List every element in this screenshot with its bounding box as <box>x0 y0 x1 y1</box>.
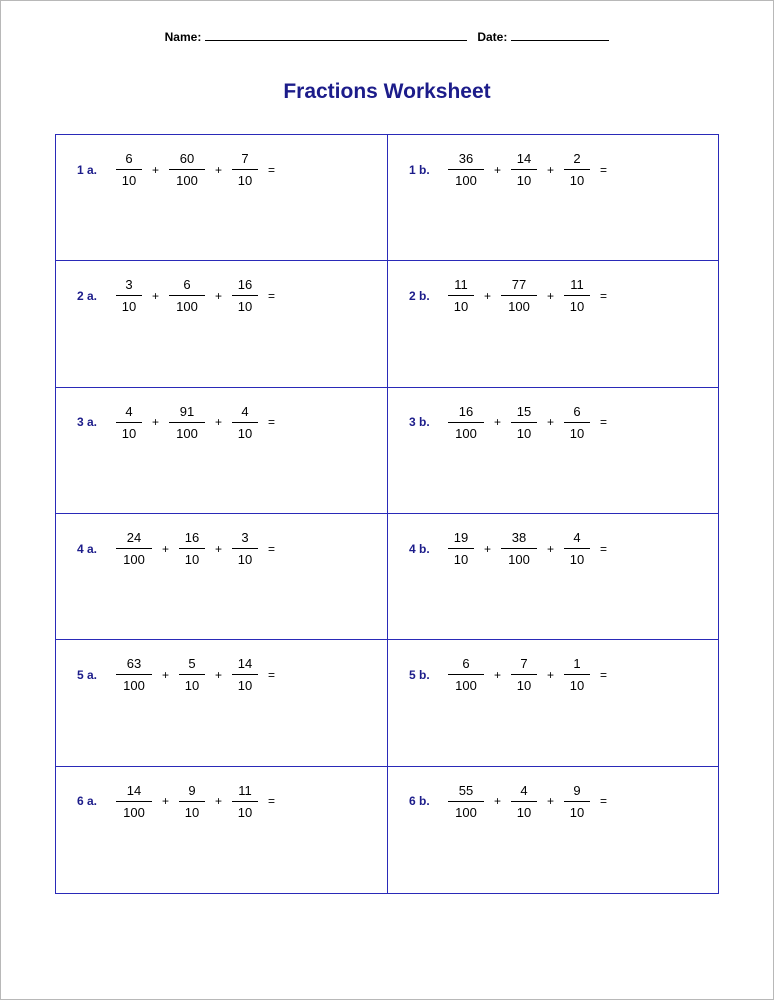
numerator: 24 <box>126 530 142 545</box>
fraction <box>501 277 537 314</box>
plus-sign: + <box>547 162 555 177</box>
plus-sign: + <box>547 667 555 682</box>
problem-cell <box>56 640 388 766</box>
plus-sign: + <box>162 667 170 682</box>
numerator: 60 <box>179 151 195 166</box>
plus-sign: + <box>152 415 160 430</box>
plus-sign: + <box>152 288 160 303</box>
plus-sign: + <box>547 288 555 303</box>
problem-expression <box>77 656 275 693</box>
fraction <box>511 151 537 188</box>
denominator: 10 <box>232 801 258 820</box>
plus-sign: + <box>547 415 555 430</box>
problem-expression <box>409 404 607 441</box>
problem-expression <box>77 530 275 567</box>
problem-expression <box>409 530 607 567</box>
numerator: 55 <box>458 782 474 798</box>
fraction <box>169 277 205 314</box>
equals-sign: = <box>268 667 276 682</box>
numerator: 2 <box>573 151 581 166</box>
plus-sign: + <box>494 162 502 177</box>
numerator: 1 <box>573 656 581 672</box>
problem-cell <box>56 388 388 514</box>
denominator: 10 <box>448 548 474 567</box>
fraction <box>564 783 590 820</box>
date-label: Date: <box>477 30 508 44</box>
fraction <box>116 151 142 188</box>
fraction <box>564 277 590 314</box>
problem-number: 1 a. <box>77 162 98 177</box>
denominator: 100 <box>169 422 205 441</box>
denominator: 10 <box>232 674 258 693</box>
problem-cell <box>56 514 388 640</box>
numerator: 11 <box>454 277 468 293</box>
denominator: 10 <box>116 169 142 188</box>
problem-expression <box>77 151 275 188</box>
numerator: 63 <box>126 656 142 672</box>
numerator: 3 <box>125 277 133 293</box>
denominator: 100 <box>448 801 484 820</box>
denominator: 10 <box>564 674 590 693</box>
denominator: 10 <box>179 674 205 693</box>
denominator: 100 <box>448 169 484 188</box>
fraction <box>232 277 258 314</box>
fraction <box>448 783 484 820</box>
equals-sign: = <box>600 288 608 303</box>
problem-expression <box>409 656 607 693</box>
fraction <box>448 277 474 314</box>
numerator: 14 <box>126 782 142 798</box>
numerator: 4 <box>241 403 249 419</box>
problem-cell <box>388 261 718 387</box>
denominator: 10 <box>564 422 590 441</box>
denominator: 10 <box>564 295 590 314</box>
fraction <box>448 151 484 188</box>
fraction <box>564 530 590 567</box>
numerator: 38 <box>511 530 527 545</box>
equals-sign: = <box>268 162 276 177</box>
numerator: 7 <box>520 656 528 672</box>
numerator: 91 <box>179 403 195 419</box>
problem-expression <box>77 277 275 314</box>
fraction <box>116 277 142 314</box>
denominator: 100 <box>501 295 537 314</box>
plus-sign: + <box>152 162 160 177</box>
denominator: 10 <box>232 169 258 188</box>
name-label: Name: <box>164 30 202 44</box>
header-line <box>0 29 774 44</box>
fraction <box>232 530 258 567</box>
date-field[interactable] <box>511 29 609 41</box>
denominator: 10 <box>564 801 590 820</box>
problem-number: 4 b. <box>409 541 430 556</box>
plus-sign: + <box>494 794 502 809</box>
numerator: 6 <box>462 656 470 672</box>
denominator: 100 <box>116 801 152 820</box>
denominator: 100 <box>448 674 484 693</box>
page-title: Fractions Worksheet <box>283 80 491 103</box>
problem-cell <box>388 388 718 514</box>
problem-cell <box>388 767 718 893</box>
problem-number: 6 a. <box>77 794 98 809</box>
fraction <box>511 783 537 820</box>
fraction <box>511 404 537 441</box>
numerator: 3 <box>241 530 249 545</box>
fraction <box>169 151 205 188</box>
problem-cell <box>388 514 718 640</box>
plus-sign: + <box>547 794 555 809</box>
numerator: 16 <box>184 530 200 545</box>
denominator: 10 <box>116 295 142 314</box>
plus-sign: + <box>215 541 223 556</box>
denominator: 10 <box>179 801 205 820</box>
numerator: 4 <box>125 403 133 419</box>
numerator: 11 <box>570 277 584 293</box>
denominator: 10 <box>232 422 258 441</box>
numerator: 14 <box>516 151 532 166</box>
denominator: 100 <box>448 422 484 441</box>
denominator: 10 <box>116 422 142 441</box>
numerator: 9 <box>188 782 196 798</box>
problem-expression <box>409 783 607 820</box>
fraction <box>179 783 205 820</box>
problem-expression <box>77 404 275 441</box>
problem-number: 5 b. <box>409 667 430 682</box>
problem-number: 2 b. <box>409 288 430 303</box>
fraction <box>501 530 537 567</box>
denominator: 10 <box>564 169 590 188</box>
fraction <box>232 404 258 441</box>
fraction <box>511 656 537 693</box>
denominator: 10 <box>232 295 258 314</box>
problem-grid <box>55 134 719 894</box>
plus-sign: + <box>215 667 223 682</box>
problem-expression <box>409 277 607 314</box>
equals-sign: = <box>268 794 276 809</box>
problem-cell <box>56 135 388 261</box>
plus-sign: + <box>162 541 170 556</box>
numerator: 6 <box>573 403 581 419</box>
numerator: 9 <box>573 782 581 798</box>
denominator: 100 <box>169 169 205 188</box>
fraction <box>564 151 590 188</box>
equals-sign: = <box>600 541 608 556</box>
fraction <box>179 656 205 693</box>
numerator: 7 <box>241 151 249 166</box>
fraction <box>179 530 205 567</box>
numerator: 5 <box>188 656 196 672</box>
problem-number: 3 b. <box>409 415 430 430</box>
plus-sign: + <box>215 415 223 430</box>
fraction <box>448 530 474 567</box>
denominator: 10 <box>511 169 537 188</box>
denominator: 100 <box>169 295 205 314</box>
fraction <box>564 404 590 441</box>
denominator: 100 <box>501 548 537 567</box>
plus-sign: + <box>215 162 223 177</box>
numerator: 6 <box>125 151 133 166</box>
denominator: 10 <box>511 801 537 820</box>
numerator: 19 <box>453 530 469 545</box>
denominator: 100 <box>116 548 152 567</box>
equals-sign: = <box>268 288 276 303</box>
problem-number: 1 b. <box>409 162 430 177</box>
problem-expression <box>409 151 607 188</box>
numerator: 14 <box>237 656 253 672</box>
numerator: 4 <box>573 530 581 545</box>
plus-sign: + <box>484 541 492 556</box>
plus-sign: + <box>494 415 502 430</box>
problem-number: 6 b. <box>409 794 430 809</box>
fraction <box>448 404 484 441</box>
problem-cell <box>388 640 718 766</box>
fraction <box>564 656 590 693</box>
problem-number: 4 a. <box>77 541 98 556</box>
name-field[interactable] <box>205 29 467 41</box>
fraction <box>232 656 258 693</box>
plus-sign: + <box>484 288 492 303</box>
denominator: 10 <box>232 548 258 567</box>
problem-cell <box>56 767 388 893</box>
plus-sign: + <box>162 794 170 809</box>
numerator: 6 <box>183 277 191 293</box>
problem-cell <box>388 135 718 261</box>
fraction <box>448 656 484 693</box>
problem-number: 3 a. <box>77 415 98 430</box>
numerator: 36 <box>458 151 474 166</box>
fraction <box>116 404 142 441</box>
equals-sign: = <box>600 667 608 682</box>
plus-sign: + <box>215 288 223 303</box>
numerator: 4 <box>520 782 528 798</box>
equals-sign: = <box>600 794 608 809</box>
equals-sign: = <box>600 415 608 430</box>
numerator: 11 <box>238 782 252 798</box>
denominator: 10 <box>564 548 590 567</box>
fraction <box>116 656 152 693</box>
equals-sign: = <box>600 162 608 177</box>
fraction <box>116 530 152 567</box>
problem-expression <box>77 783 275 820</box>
denominator: 10 <box>179 548 205 567</box>
problem-number: 5 a. <box>77 667 98 682</box>
denominator: 10 <box>448 295 474 314</box>
numerator: 16 <box>458 403 474 419</box>
problem-number: 2 a. <box>77 288 98 303</box>
numerator: 16 <box>237 277 253 293</box>
numerator: 77 <box>511 277 527 293</box>
denominator: 100 <box>116 674 152 693</box>
problem-cell <box>56 261 388 387</box>
fraction <box>232 783 258 820</box>
fraction <box>169 404 205 441</box>
denominator: 10 <box>511 674 537 693</box>
numerator: 15 <box>516 403 532 419</box>
plus-sign: + <box>494 667 502 682</box>
plus-sign: + <box>215 794 223 809</box>
equals-sign: = <box>268 541 276 556</box>
fraction <box>232 151 258 188</box>
denominator: 10 <box>511 422 537 441</box>
equals-sign: = <box>268 415 276 430</box>
plus-sign: + <box>547 541 555 556</box>
fraction <box>116 783 152 820</box>
